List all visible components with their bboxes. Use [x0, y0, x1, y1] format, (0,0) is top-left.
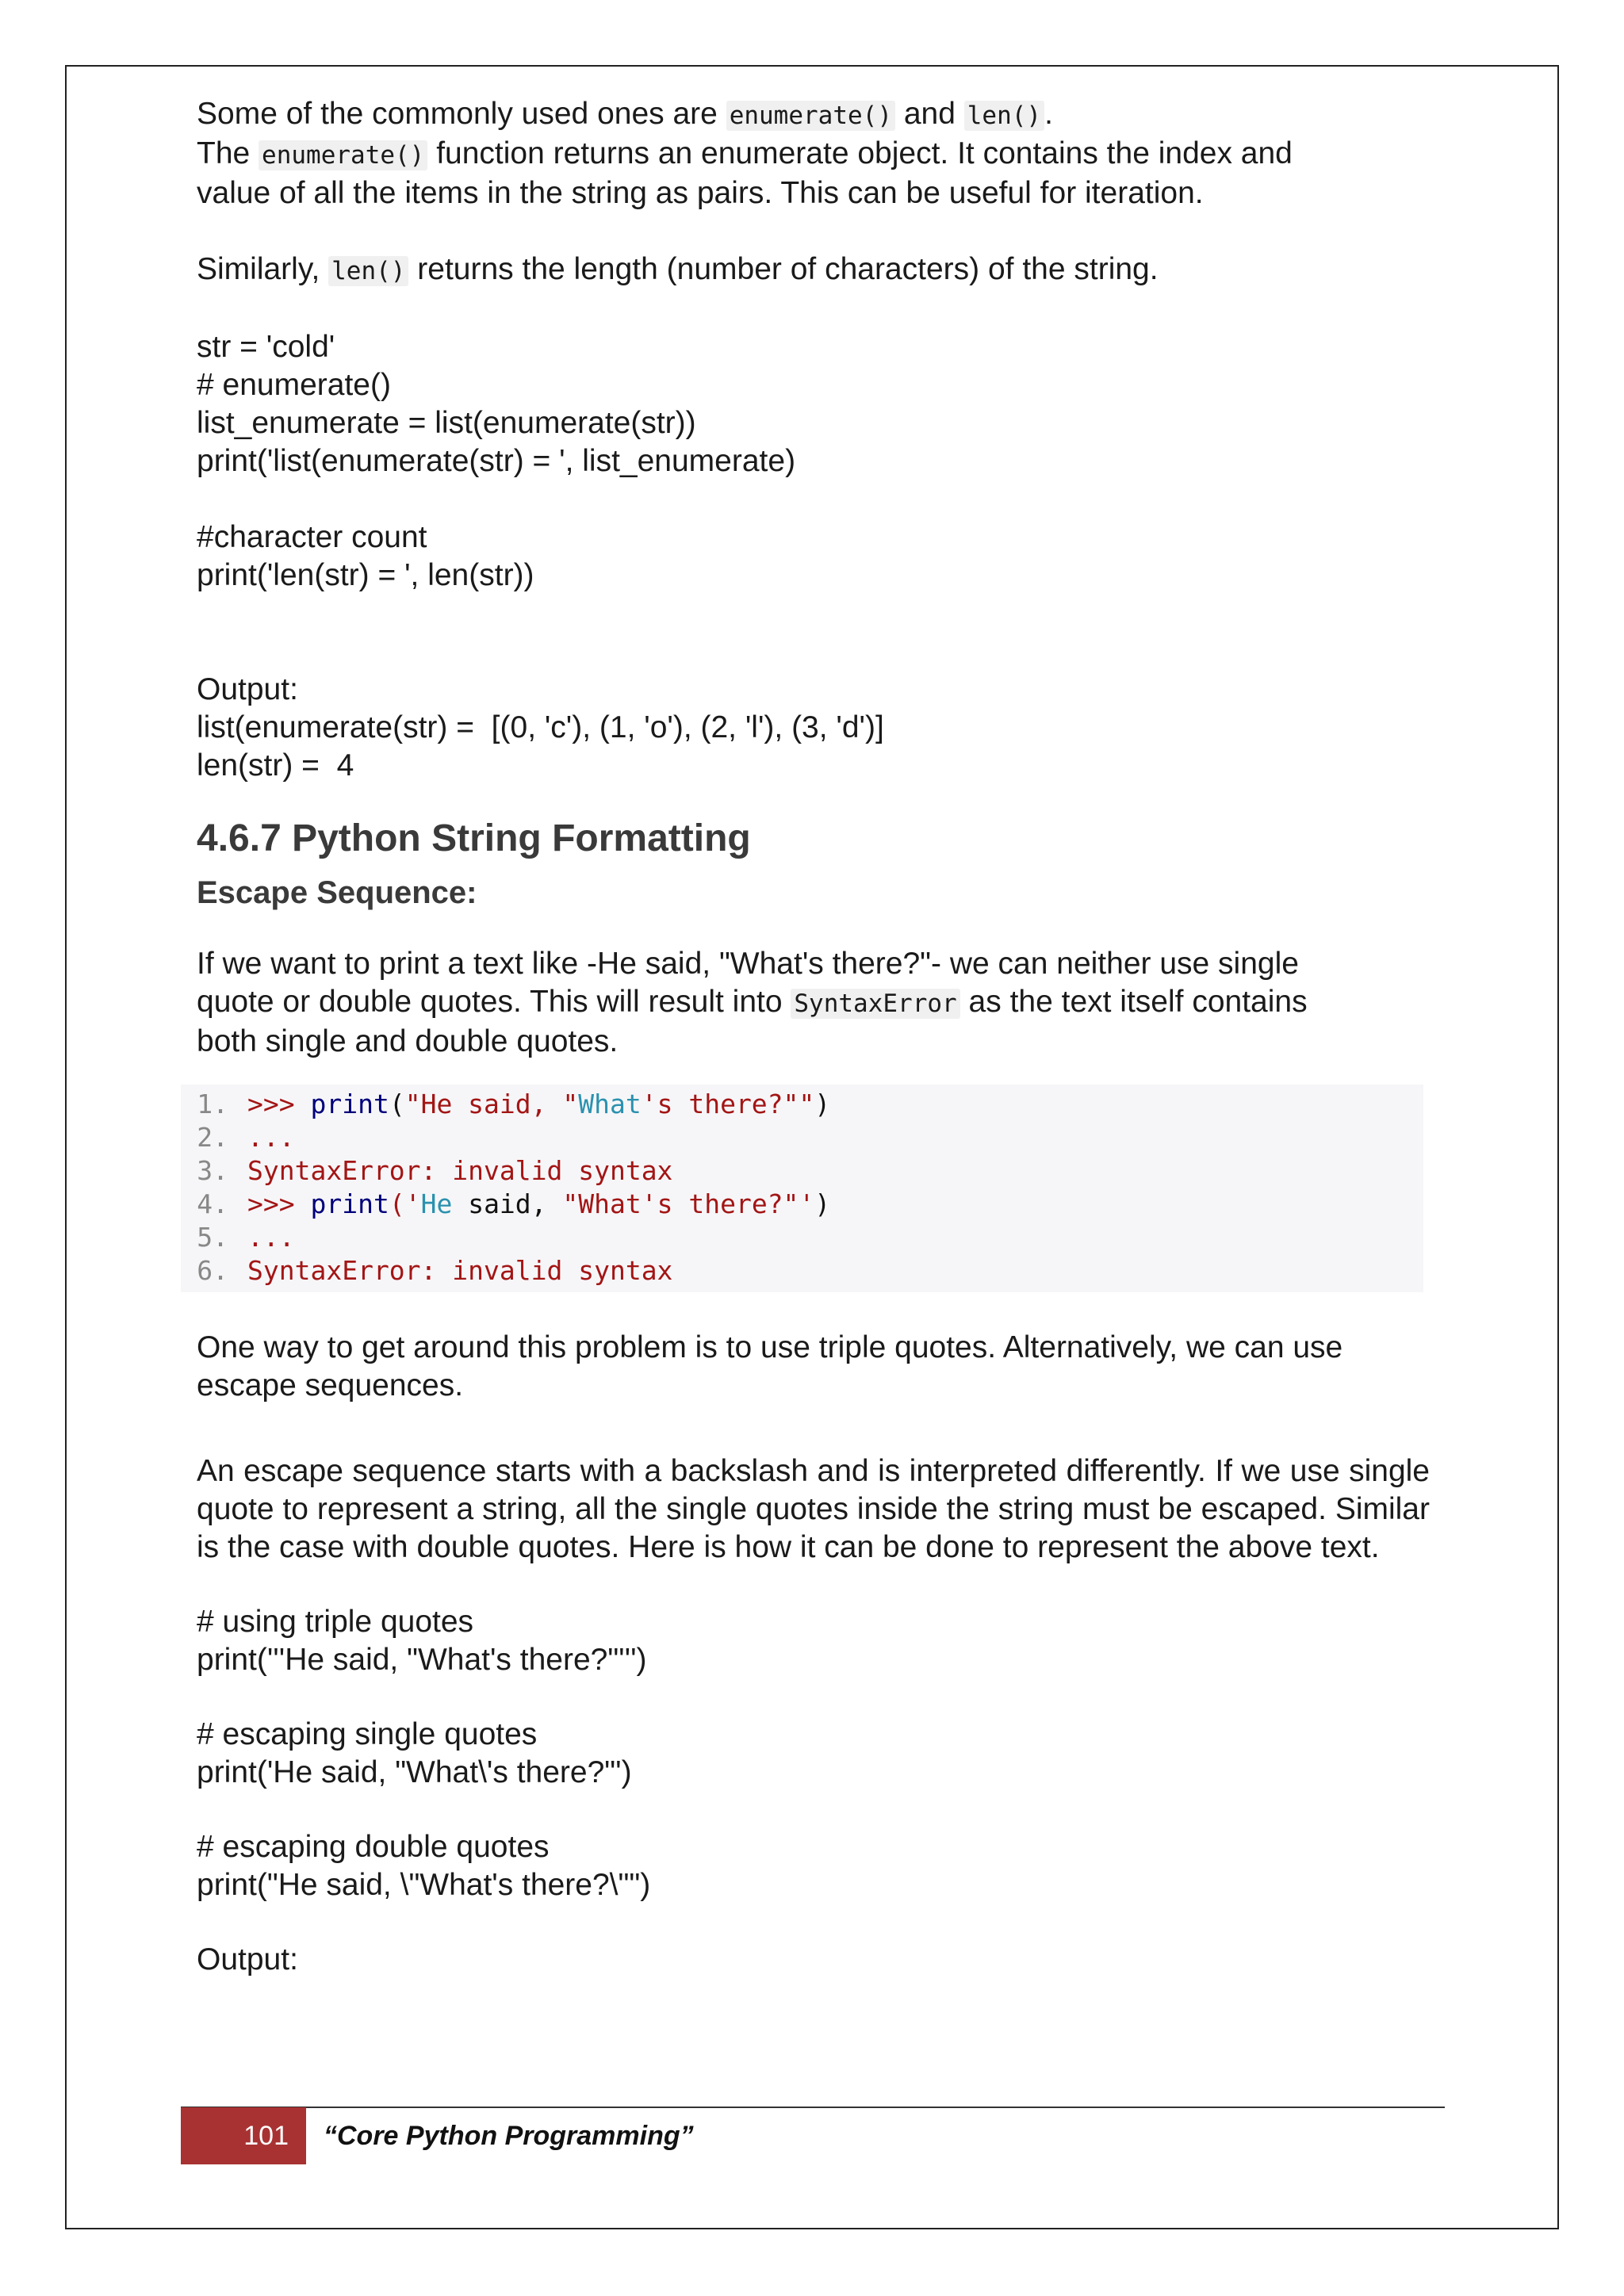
- intro-line-1: [197, 95, 1430, 135]
- code-token: ...: [247, 1122, 295, 1153]
- len-description: [197, 251, 1430, 290]
- code-token: ...: [247, 1222, 295, 1253]
- escape-intro-line-2: [197, 983, 1430, 1023]
- line-number: 6.: [197, 1255, 228, 1286]
- code-token: SyntaxError: invalid syntax: [247, 1155, 673, 1186]
- inline-code: len(): [328, 256, 408, 286]
- code-line: print('list(enumerate(str) = ', list_enumerate): [197, 444, 796, 478]
- page-content: [197, 95, 1430, 1979]
- line-number: 5.: [197, 1222, 228, 1253]
- code-line: # escaping double quotes: [197, 1830, 550, 1864]
- code-token: "He said, ": [404, 1089, 579, 1119]
- example2-code: [197, 1603, 1430, 1979]
- code-token: 's there?"": [641, 1089, 815, 1119]
- inline-code: enumerate(): [726, 101, 895, 131]
- code-token: "What's there?"': [562, 1188, 815, 1219]
- text: as the text itself contains: [959, 985, 1308, 1019]
- code-line: print('len(str) = ', len(str)): [197, 558, 534, 592]
- output-line: len(str) = 4: [197, 748, 354, 783]
- output-label: Output:: [197, 672, 298, 706]
- text: .: [1044, 97, 1053, 131]
- code-token: (: [389, 1089, 405, 1119]
- text: Some of the commonly used ones are: [197, 97, 726, 131]
- code-text: [247, 1154, 672, 1188]
- example1-output: [197, 671, 1430, 785]
- workaround-line-2: escape sequences.: [197, 1368, 464, 1402]
- subsection-heading: Escape Sequence:: [197, 875, 477, 910]
- text: and: [895, 97, 964, 131]
- code-token: He: [420, 1188, 453, 1219]
- escape-explanation: An escape sequence starts with a backslash and is interpreted differently. If we use single quote to represent a string, all the single quotes inside the string must be escaped. Similar is the case with double quotes. Here is how it can be done to represent the above text.: [197, 1454, 1430, 1564]
- output-label: Output:: [197, 1942, 298, 1976]
- code-line: # escaping single quotes: [197, 1717, 538, 1751]
- intro-line-2: [197, 135, 1430, 174]
- code-token: ): [814, 1188, 831, 1219]
- code-token: SyntaxError: invalid syntax: [247, 1255, 673, 1286]
- code-token: What: [578, 1089, 642, 1119]
- code-line: print("He said, \"What's there?\""): [197, 1868, 651, 1902]
- code-text: [247, 1188, 830, 1221]
- code-token: print: [310, 1188, 389, 1219]
- text: function returns an enumerate object. It contains the index and: [427, 136, 1293, 170]
- code-text: [247, 1088, 830, 1121]
- escape-intro-line-1: If we want to print a text like -He said, "What's there?"- we can neither use single: [197, 947, 1299, 981]
- escape-intro-line-3: both single and double quotes.: [197, 1024, 619, 1058]
- line-number: 4.: [197, 1188, 228, 1219]
- code-block-line: [181, 1121, 1423, 1154]
- code-block-line: [181, 1088, 1423, 1121]
- text: returns the length (number of characters) of the string.: [408, 252, 1159, 286]
- text: Similarly,: [197, 252, 329, 286]
- code-token: print: [310, 1089, 389, 1119]
- running-title: “Core Python Programming”: [324, 2120, 694, 2151]
- code-line: str = 'cold': [197, 330, 335, 364]
- example1-code: [197, 328, 1430, 595]
- code-line: #character count: [197, 520, 427, 554]
- section-heading: 4.6.7 Python String Formatting: [197, 817, 751, 859]
- line-number: 2.: [197, 1122, 228, 1153]
- code-block-line: [181, 1221, 1423, 1254]
- code-block-line: [181, 1188, 1423, 1221]
- code-token: >>>: [247, 1089, 311, 1119]
- code-token: >>>: [247, 1188, 311, 1219]
- code-block-line: [181, 1154, 1423, 1188]
- text: The: [197, 136, 259, 170]
- output-line: list(enumerate(str) = [(0, 'c'), (1, 'o'), (2, 'l'), (3, 'd')]: [197, 710, 884, 744]
- line-number: 3.: [197, 1155, 228, 1186]
- code-text: [247, 1254, 672, 1288]
- code-token: ): [814, 1089, 831, 1119]
- code-token: said,: [452, 1188, 563, 1219]
- page-number: 101: [181, 2107, 306, 2164]
- code-block: [181, 1085, 1423, 1292]
- code-line: list_enumerate = list(enumerate(str)): [197, 406, 696, 440]
- line-number: 1.: [197, 1089, 228, 1119]
- inline-code: enumerate(): [259, 140, 427, 170]
- code-block-line: [181, 1254, 1423, 1288]
- inline-code: SyntaxError: [791, 989, 959, 1019]
- code-line: print('He said, "What\'s there?"'): [197, 1755, 632, 1789]
- intro-line-3: value of all the items in the string as pairs. This can be useful for iteration.: [197, 176, 1204, 210]
- code-text: [247, 1221, 295, 1254]
- text: quote or double quotes. This will result into: [197, 985, 791, 1019]
- inline-code: len(): [964, 101, 1044, 131]
- workaround-line-1: One way to get around this problem is to use triple quotes. Alternatively, we can use: [197, 1330, 1343, 1364]
- code-token: (': [389, 1188, 421, 1219]
- code-text: [247, 1121, 295, 1154]
- code-line: # using triple quotes: [197, 1605, 474, 1639]
- code-line: print('''He said, "What's there?"'''): [197, 1643, 647, 1677]
- code-line: # enumerate(): [197, 368, 391, 402]
